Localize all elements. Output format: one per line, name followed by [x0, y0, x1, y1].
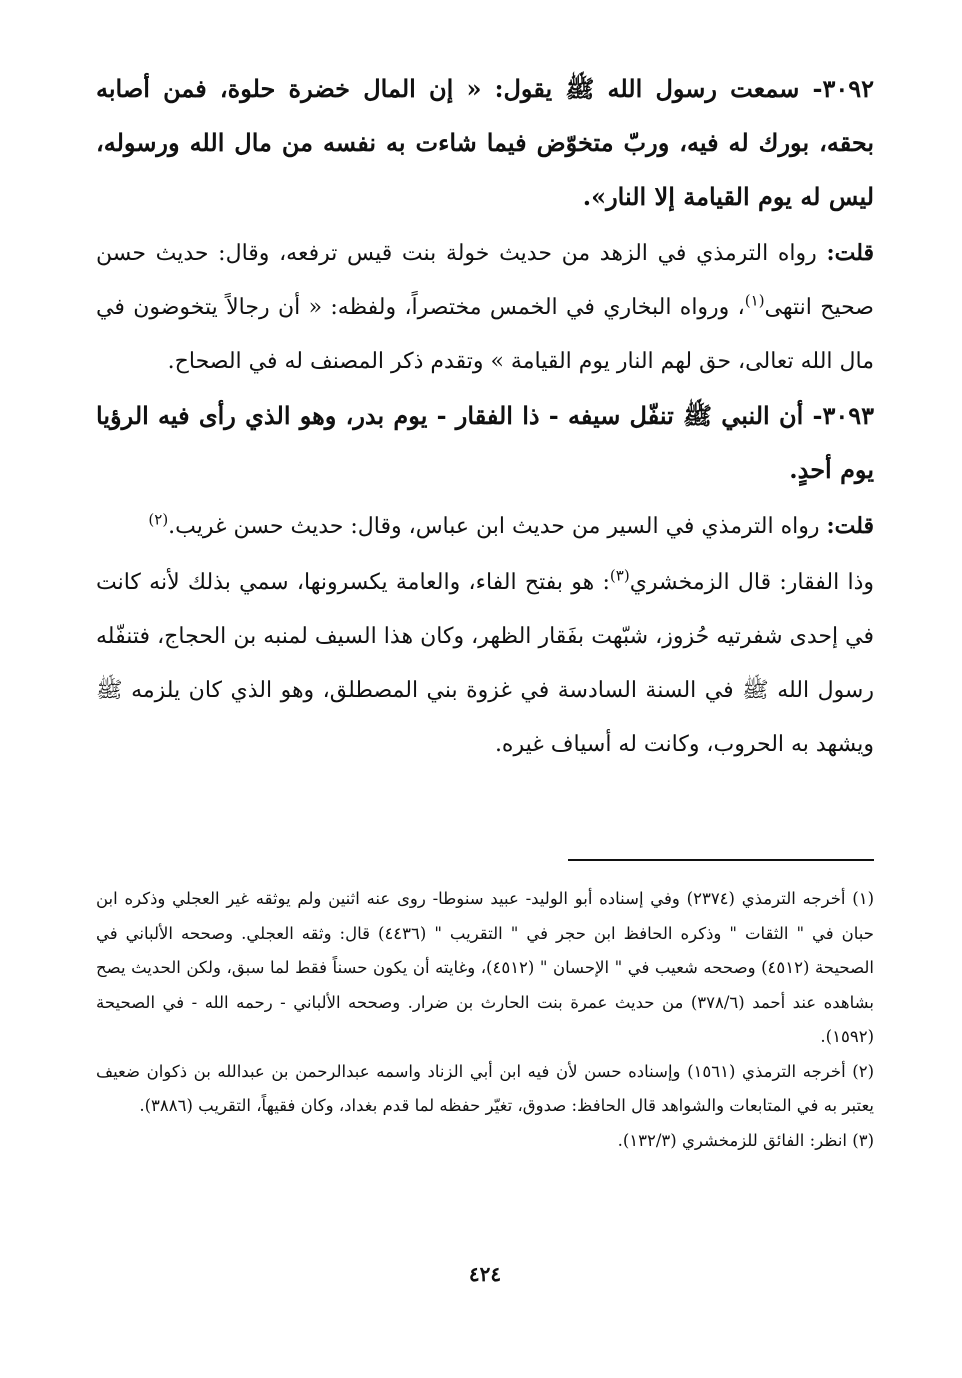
footnote-ref-2[interactable]: (٢)	[148, 510, 169, 529]
footnotes	[96, 882, 874, 1158]
explanation-text-a: وذا الفقار: قال الزمخشري	[629, 570, 874, 595]
comment-3093-text: رواه الترمذي في السير من حديث ابن عباس، وقال: حديث حسن غريب.	[168, 514, 820, 539]
hadith-3093	[96, 389, 874, 497]
comment-3093	[96, 499, 874, 554]
footnote-ref-3[interactable]: (٣)	[609, 566, 630, 585]
explanation-text-b: : هو بفتح الفاء، والعامة يكسرونها، سمي بذلك لأنه كانت في إحدى شفرتيه حُزوز، شبّهت بفَقار الظهر، وكان هذا السيف لمنبه بن الحجاج، فتنفّله رسول الله ﷺ في السنة السادسة في غزوة بني المصطلق، وهو الذي كان يلزمه ﷺ ويشهد به الحروب، وكانت له أسياف غيره.	[96, 570, 874, 757]
footnote-2: (٢) أخرجه الترمذي (١٥٦١) وإسناده حسن لأن فيه ابن أبي الزناد واسمه عبدالرحمن بن عبدالله بن ذكوان ضعيف يعتبر به في المتابعات والشواهد قال الحافظ: صدوق، تغيّر حفظه لما قدم بغداد، وكان فقيهاً، التقريب (٣٨٨٦).	[96, 1061, 874, 1115]
comment-3092-label: قلت:	[826, 240, 874, 266]
comment-3093-label: قلت:	[826, 513, 874, 539]
page-number: ٤٢٤	[468, 1262, 502, 1286]
hadith-3093-text: ٣٠٩٣- أن النبي ﷺ تنفّل سيفه - ذا الفقار - يوم بدر، وهو الذي رأى فيه الرؤيا يوم أحدٍ.	[96, 401, 874, 484]
comment-3092-text-a: رواه الترمذي في الزهد من حديث خولة بنت قيس ترفعه، وقال: حديث حسن صحيح انتهى	[96, 241, 874, 320]
hadith-3092	[96, 62, 874, 224]
footnote-3: (٣) انظر: الفائق للزمخشري (١٣٢/٣).	[617, 1130, 874, 1150]
page-body	[96, 62, 874, 1378]
footnote-divider	[568, 859, 874, 861]
comment-3092-text-b: ، ورواه البخاري في الخمس مختصراً، ولفظه: « أن رجالاً يتخوضون في مال الله تعالى، حق لهم النار يوم القيامة » وتقدم ذكر المصنف له في الصحاح.	[96, 295, 874, 374]
footnote-ref-1[interactable]: (١)	[744, 291, 765, 310]
explanation-dhul-fiqar	[96, 556, 874, 772]
comment-3092	[96, 226, 874, 389]
footnote-1: (١) أخرجه الترمذي (٢٣٧٤) وفي إسناده أبو الوليد- عبيد سنوطا- روى عنه اثنين ولم يوثقه غير العجلي وذكره ابن حبان في " الثقات " وذكره الحافظ ابن حجر في " التقريب " (٤٤٣٦) قال: وثقه العجلي. وصححه الألباني في الصحيحة (٤٥١٢) وصححه شعيب في " الإحسان " (٤٥١٢)، وغايته أن يكون حسناً فقط لما سبق، ولكن الحديث يصح بشاهده عند أحمد (٣٧٨/٦) من حديث عمرة بنت الحارث بن ضرار. وصححه الألباني - رحمه الله - في الصحيحة (١٥٩٢).	[96, 889, 875, 1046]
hadith-3092-text: ٣٠٩٢- سمعت رسول الله ﷺ يقول: « إن المال خضرة حلوة، فمن أصابه بحقه، بورك له فيه، وربّ متخوّض فيما شاءت به نفسه من مال الله ورسوله، ليس له يوم القيامة إلا النار».	[96, 74, 875, 211]
